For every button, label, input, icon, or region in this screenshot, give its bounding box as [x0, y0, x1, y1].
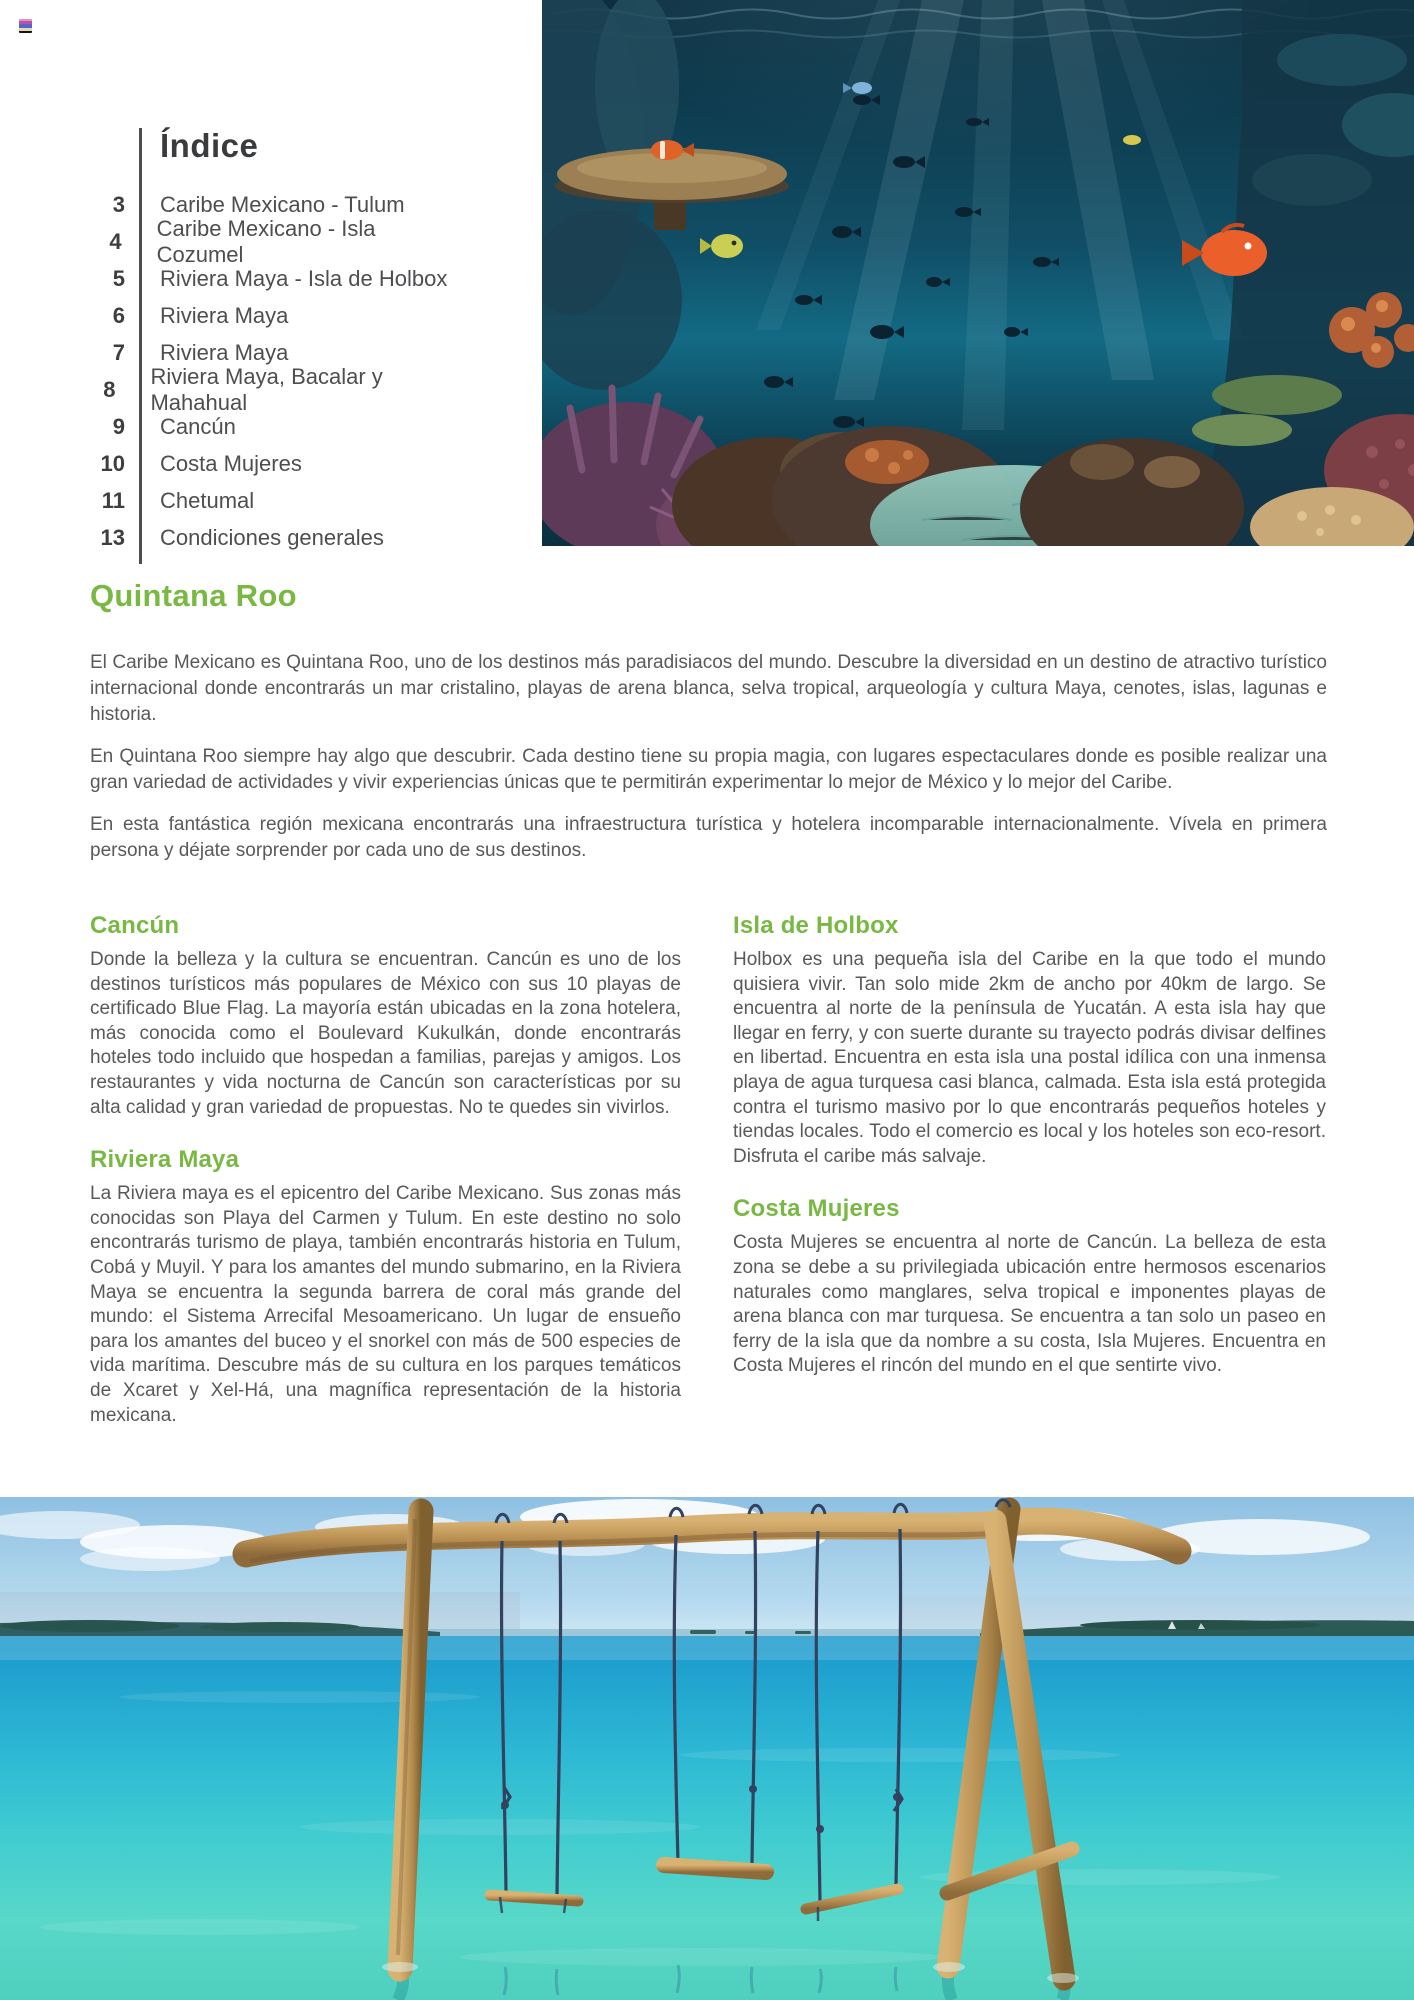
section-costa-mujeres — [733, 1195, 1326, 1379]
index-entry-label: Costa Mujeres — [160, 450, 302, 476]
index-page-number: 11 — [101, 487, 125, 513]
index-page-number: 8 — [103, 376, 116, 402]
index-row[interactable] — [0, 363, 460, 415]
index-entry-label: Cancún — [160, 413, 236, 439]
section-riviera-maya — [90, 1146, 681, 1428]
section-body: Donde la belleza y la cultura se encuentran. Cancún es uno de los destinos turísticos más populares de México con sus 10 playas de certificado Blue Flag. La mayoría están ubicadas en la zona hotelera, más conocida como el Boulevard Kukulkán, donde encontrarás hoteles todo incluido que hospedan a familias, parejas y amigos. Los restaurantes y vida nocturna de Cancún son características por su alta calidad y gran variedad de propuestas. No te quedes sin vivirlos. — [90, 949, 681, 1118]
intro-paragraph: En Quintana Roo siempre hay algo que descubrir. Cada destino tiene su propia magia, con lugares espectaculares donde es posible realizar una gran variedad de actividades y vivir experiencias únicas que te permitirán experimentar lo mejor de México y lo mejor del Caribe. — [90, 746, 1327, 793]
over-water-swings-illustration — [0, 1497, 1414, 2000]
index-title: Índice — [160, 127, 259, 164]
index-row[interactable] — [0, 260, 460, 297]
index-entry-label: Caribe Mexicano - Tulum — [160, 191, 405, 217]
section-heading: Cancún — [90, 912, 180, 939]
index-entry-label: Chetumal — [160, 487, 255, 513]
index-page-number: 3 — [112, 191, 125, 217]
index-row[interactable] — [0, 519, 460, 556]
index-page-number: 5 — [112, 265, 125, 291]
section-heading: Riviera Maya — [90, 1146, 240, 1174]
section-heading: Isla de Holbox — [733, 912, 899, 939]
section-isla-de-holbox — [733, 912, 1326, 1169]
index-page-number: 9 — [112, 413, 125, 439]
section-body: Holbox es una pequeña isla del Caribe en la que todo el mundo quisiera vivir. Tan solo mide 2km de ancho por 40km de largo. Se encuentra al norte de la península de Yucatán. A esta isla hay que llegar en ferry, y con suerte durante su trayecto podrás divisar delfines en libertad. Encuentra en esta isla una postal idílica con una inmensa playa de agua turquesa casi blanca, calmada. Esta isla está protegida contra el turismo masivo por lo que encontrarás pequeños hoteles y tiendas locales. Todo el comercio es local y los hoteles son eco-resort. Disfruta el caribe más salvaje. — [733, 949, 1326, 1167]
right-column — [733, 912, 1326, 1379]
index-entry-label: Riviera Maya — [160, 302, 289, 328]
swings-photo — [0, 1497, 1414, 2000]
section-body: La Riviera maya es el epicentro del Caribe Mexicano. Sus zonas más conocidas son Playa del Carmen y Tulum. En este destino no solo encontrarás turismo de playa, también encontrarás historia en Tulum, Cobá y Muyil. Y para los amantes del mundo submarino, en la Riviera Maya se encuentra la segunda barrera de coral más grande del mundo: el Sistema Arrecifal Mesoamericano. Un lugar de ensueño para los amantes del buceo y el snorkel con más de 500 especies de vida marítima. Descubre más de su cultura en los parques temáticos de Xcaret y Xel-Há, una magnífica representación de la historia mexicana. — [90, 1183, 681, 1426]
section-cancun — [90, 912, 681, 1120]
index-row[interactable] — [0, 445, 460, 482]
index-entry-label: Condiciones generales — [160, 524, 384, 550]
index-row[interactable] — [0, 297, 460, 334]
index-page-number: 10 — [100, 450, 125, 476]
left-column — [90, 912, 681, 1428]
coral-reef-photo — [542, 0, 1414, 546]
coral-reef-illustration — [542, 0, 1414, 546]
section-body: Costa Mujeres se encuentra al norte de Cancún. La belleza de esta zona se debe a su privilegiada ubicación entre hermosos escenarios naturales como manglares, selva tropical e imponentes playas de arena blanca con mar turquesa. Se encuentra a tan solo un paseo en ferry de la isla que da nombre a su costa, Isla Mujeres. Encuentra en Costa Mujeres el rincón del mundo en el que sentirte vivo. — [733, 1232, 1326, 1377]
index-entry-label: Caribe Mexicano - Isla Cozumel — [156, 215, 376, 267]
index-page-number: 7 — [112, 339, 125, 365]
sea — [0, 1636, 1414, 2000]
index-block — [0, 124, 460, 550]
index-row[interactable] — [0, 482, 460, 519]
index-row[interactable] — [0, 215, 460, 267]
intro-paragraphs — [90, 650, 1327, 880]
index-rows — [0, 186, 460, 556]
page-title: Quintana Roo — [90, 578, 297, 613]
intro-paragraph: El Caribe Mexicano es Quintana Roo, uno de los destinos más paradisiacos del mundo. Descubre la diversidad en un destino de atractivo turístico internacional donde encontrarás un mar cristalino, playas de arena blanca, selva tropical, arqueología y cultura Maya, cenotes, islas, lagunas e historia. — [90, 652, 1327, 725]
intro-paragraph: En esta fantástica región mexicana encontrarás una infraestructura turística y hotelera incomparable internacionalmente. Vívela en primera persona y déjate sorprender por cada uno de sus destinos. — [90, 814, 1327, 861]
index-page-number: 4 — [109, 228, 122, 254]
brand-logo — [19, 19, 32, 33]
section-heading: Costa Mujeres — [733, 1195, 900, 1223]
index-entry-label: Riviera Maya — [160, 339, 289, 365]
index-entry-label: Riviera Maya - Isla de Holbox — [160, 265, 448, 291]
index-page-number: 6 — [112, 302, 125, 328]
index-page-number: 13 — [100, 524, 125, 550]
index-entry-label: Riviera Maya, Bacalar y Mahahual — [150, 363, 383, 415]
